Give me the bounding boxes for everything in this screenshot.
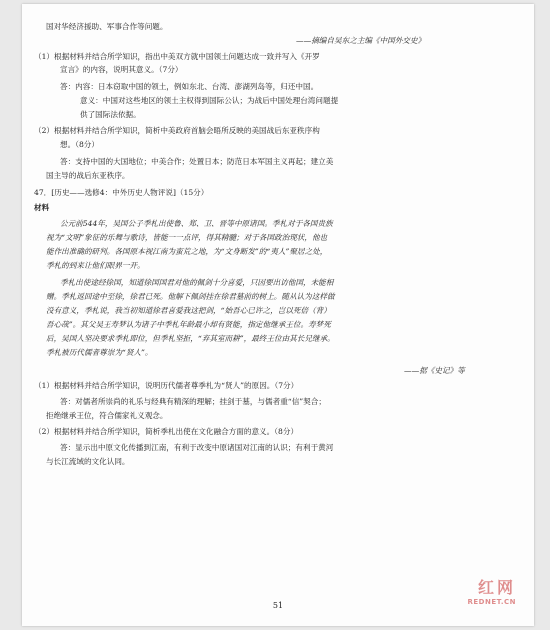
document-page: [22, 4, 534, 626]
text-line: ——摘编自吴东之主编《中国外交史》: [296, 36, 426, 45]
text-line: （1）根据材料并结合所学知识，指出中美双方就中国领土问题达成一致并写入《开罗: [34, 52, 320, 61]
text-line: 国对华经济援助、军事合作等问题。: [46, 22, 168, 31]
text-line: 答：支持中国的大国地位；中美合作；处置日本；防范日本军国主义再起；建立美: [60, 157, 334, 166]
text-line: 季札被历代儒者尊崇为“贤人”。: [46, 348, 153, 357]
watermark-hanzi: 红网: [477, 578, 516, 597]
text-line: 宣言》的内容，说明其意义。（7分）: [60, 65, 183, 74]
text-line: 意义：中国对这些地区的领土主权得到国际公认；为战后中国处理台湾问题提: [80, 96, 339, 105]
text-line: 与长江流域的文化认同。: [46, 457, 130, 466]
text-line: 材料: [34, 203, 50, 212]
text-line: 答：显示出中原文化传播到江南，有利于改变中原诸国对江南的认识；有利于黄河: [60, 443, 334, 452]
text-line: 后，吴国人坚决要求季札即位，但季札坚拒，“弃其室而耕”，最终王位由其长兄继承。: [46, 334, 335, 343]
text-line: 公元前544年，吴国公子季札出使鲁、郑、卫、晋等中原诸国。季札对于各国贵族: [60, 219, 333, 228]
text-line: 拒绝继承王位，符合儒家礼义观念。: [46, 411, 168, 420]
text-line: 季札出使途经徐国，知道徐国国君对他的佩剑十分喜爱，只因要出访他国，未能相: [60, 278, 334, 287]
text-line: 吾心哉”。其父吴王寿梦认为诸子中季札年龄最小却有贤能，指定他继承王位。寿梦死: [46, 320, 331, 329]
text-line: 视为“文明”象征的乐舞与歌诗，皆能一一点评，得其精髓；对于各国政治现状，他也: [46, 233, 328, 242]
text-line: （2）根据材料并结合所学知识，简析中美政府首脑会晤所反映的美国战后东亚秩序构: [34, 126, 320, 135]
text-line: 赠。季札返回途中至徐，徐君已死。他解下佩剑挂在徐君墓前的树上。随从认为这样做: [46, 292, 335, 301]
watermark-site: REDNET.CN: [467, 598, 516, 606]
text-line: 能作出准确的研判。各国原本视江南为蛮荒之地，为“文身断发”的“夷人”聚居之处，: [46, 247, 328, 256]
text-line: 供了国际法依据。: [80, 110, 141, 119]
text-line: （1）根据材料并结合所学知识，说明历代儒者尊季札为“贤人”的原因。（7分）: [34, 381, 299, 390]
page-number: 51: [272, 601, 284, 610]
text-line: 想。（8分）: [60, 140, 99, 149]
text-line: 答：对儒者所崇尚的礼乐与经典有精深的理解；挂剑于墓，与儒者重“信”契合；: [60, 397, 326, 406]
text-line: ——据《史记》等: [404, 366, 465, 375]
text-line: 答：内容：日本窃取中国的领土，例如东北、台湾、澎湖列岛等，归还中国。: [60, 82, 319, 91]
text-line: 没有意义，季札说，我当初知道徐君喜爱我这把剑，“始吾心已许之，岂以死倍（背）: [46, 306, 331, 315]
text-line: （2）根据材料并结合所学知识，简析季札出使在文化融合方面的意义。（8分）: [34, 427, 299, 436]
text-line: 季札的到来让他们眼界一开。: [46, 261, 145, 270]
text-line: 国主导的战后东亚秩序。: [46, 171, 130, 180]
text-line: 47．[历史——选修4：中外历史人物评说]（15分）: [34, 188, 209, 197]
